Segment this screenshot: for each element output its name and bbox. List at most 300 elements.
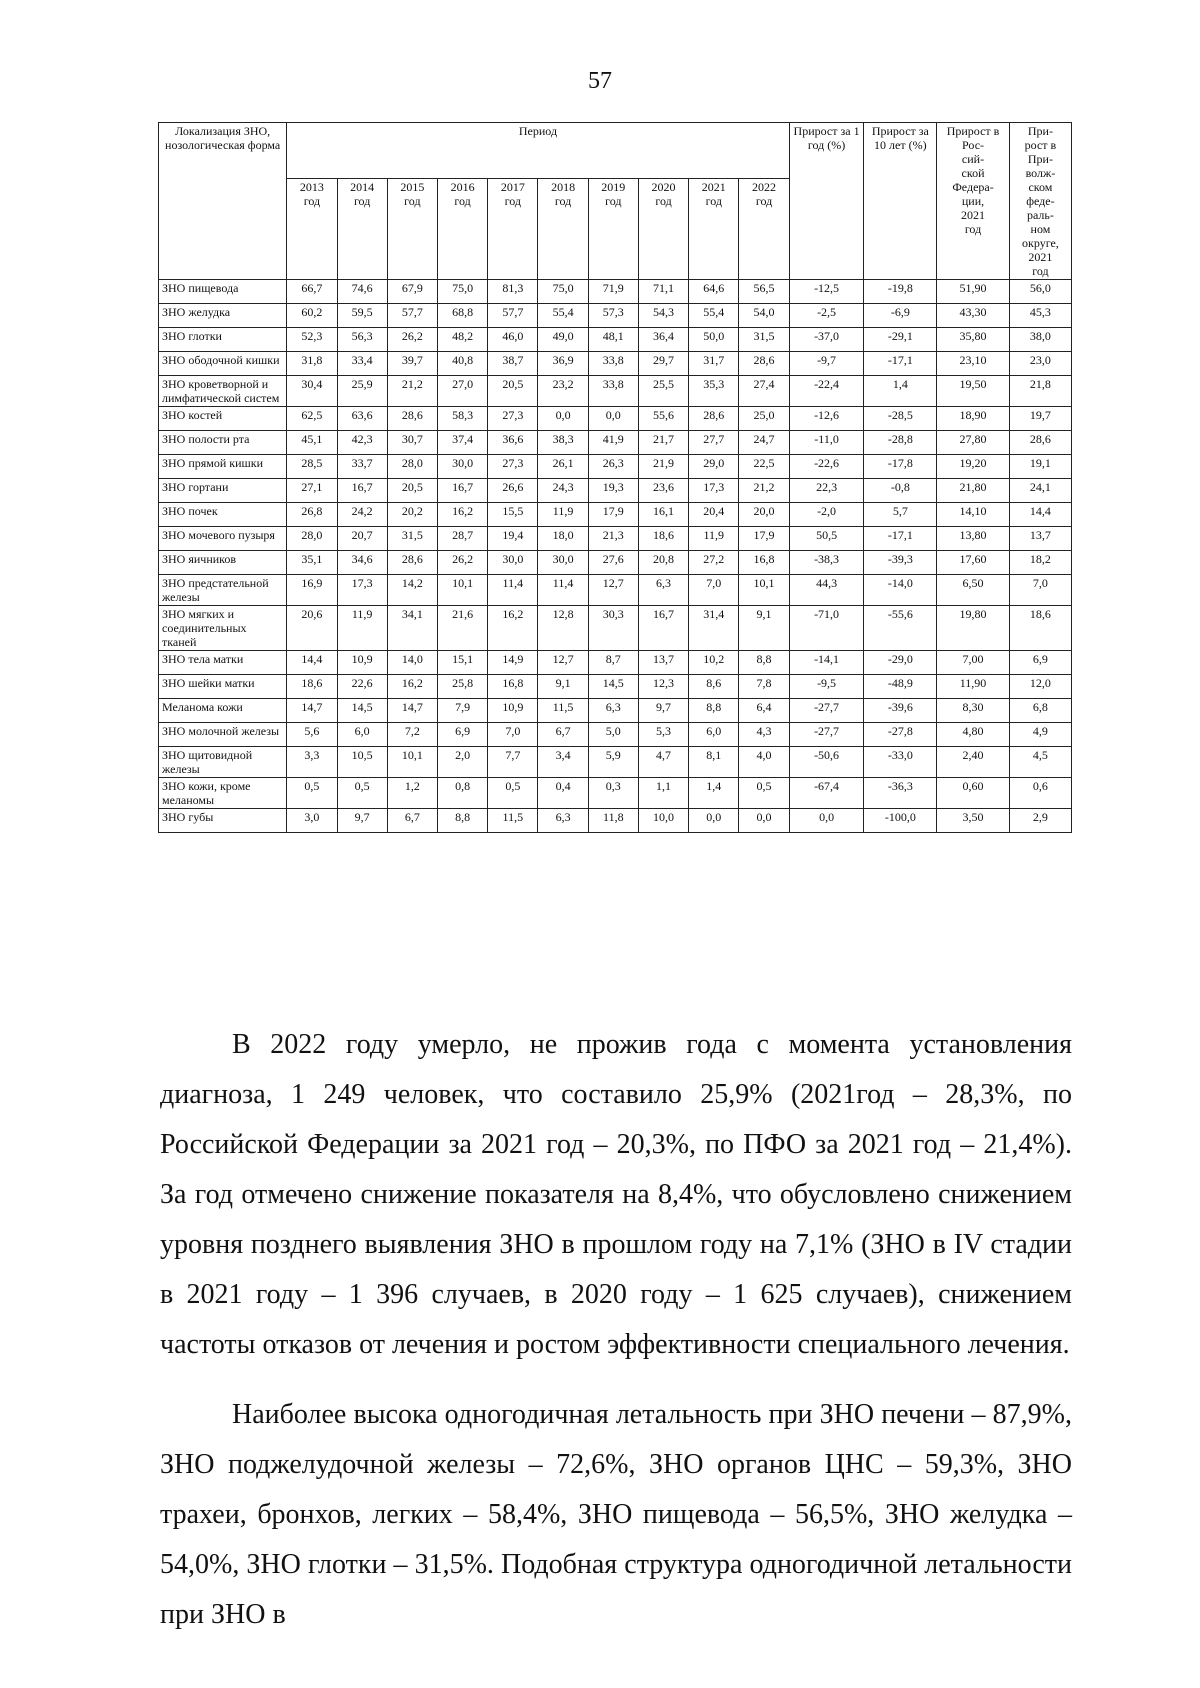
table-row [159,455,1072,479]
row-value: 11,5 [488,809,538,833]
row-value: 56,0 [1009,280,1071,304]
row-value: 27,2 [689,551,739,575]
row-value: 15,5 [488,503,538,527]
row-localization: ЗНО почек [159,503,287,527]
row-value: 4,0 [739,747,789,778]
row-value: 0,5 [337,778,387,809]
row-value: 22,3 [789,479,864,503]
row-value: 13,7 [1009,527,1071,551]
row-value: 36,6 [488,431,538,455]
table-row [159,778,1072,809]
row-value: 8,30 [937,699,1010,723]
row-value: 25,5 [638,376,688,407]
paragraph: В 2022 году умерло, не прожив года с момента установления диагноза, 1 249 человек, что составило 25,9% (2021год – 28,3%, по Российской Федерации за 2021 год – 20,3%, по ПФО за 2021 год – 21,4%). За год отмечено снижение показателя на 8,4%, что обусловлено снижением уровня позднего выявления ЗНО в прошлом году на 7,1% (ЗНО в IV стадии в 2021 году – 1 396 случаев, в 2020 году – 1 625 случаев), снижением частоты отказов от лечения и ростом эффективности специального лечения. [160,1029,1072,1360]
row-value: 18,6 [287,675,337,699]
row-value: 7,9 [437,699,487,723]
row-value: -37,0 [789,328,864,352]
row-value: 10,9 [337,651,387,675]
row-value: 16,7 [437,479,487,503]
row-value: 38,3 [538,431,588,455]
row-value: 62,5 [287,407,337,431]
row-value: 18,2 [1009,551,1071,575]
row-value: 0,0 [588,407,638,431]
header-year: 2014 год [337,178,387,279]
row-value: 25,0 [739,407,789,431]
row-value: 50,0 [689,328,739,352]
row-value: 33,7 [337,455,387,479]
header-year: 2018 год [538,178,588,279]
table-row [159,503,1072,527]
row-value: 67,9 [387,280,437,304]
header-period: Период [287,123,789,179]
row-localization: ЗНО костей [159,407,287,431]
row-value: 10,2 [689,651,739,675]
table-row [159,352,1072,376]
row-value: 9,1 [538,675,588,699]
row-localization: ЗНО тела матки [159,651,287,675]
row-value: 6,3 [638,575,688,606]
row-localization: ЗНО губы [159,809,287,833]
row-value: 26,3 [588,455,638,479]
row-value: 57,7 [387,304,437,328]
row-value: -33,0 [864,747,937,778]
row-value: 28,0 [287,527,337,551]
row-value: -22,4 [789,376,864,407]
row-value: 51,90 [937,280,1010,304]
row-value: 66,7 [287,280,337,304]
row-value: 45,1 [287,431,337,455]
row-value: -28,8 [864,431,937,455]
row-value: -12,5 [789,280,864,304]
row-value: 4,5 [1009,747,1071,778]
header-localization: Локализация ЗНО, нозологическая форма [159,123,287,280]
row-value: 27,7 [689,431,739,455]
table-row [159,551,1072,575]
row-value: 19,3 [588,479,638,503]
row-value: 57,7 [488,304,538,328]
row-value: 6,7 [538,723,588,747]
row-value: 11,4 [488,575,538,606]
row-value: 28,6 [1009,431,1071,455]
row-localization: ЗНО молочной железы [159,723,287,747]
header-growth-pfo: При- рост в При- волж- ском феде- раль- ном округе, 2021 год [1009,123,1071,280]
row-value: 0,6 [1009,778,1071,809]
row-value: -67,4 [789,778,864,809]
row-value: 8,7 [588,651,638,675]
row-value: 54,0 [739,304,789,328]
row-value: 36,9 [538,352,588,376]
row-value: 5,6 [287,723,337,747]
row-value: -0,8 [864,479,937,503]
row-value: 5,9 [588,747,638,778]
row-value: -27,8 [864,723,937,747]
row-value: 10,1 [387,747,437,778]
row-value: 21,2 [387,376,437,407]
row-value: 17,9 [739,527,789,551]
table-row [159,651,1072,675]
row-value: 7,2 [387,723,437,747]
row-value: 46,0 [488,328,538,352]
row-value: 6,3 [588,699,638,723]
row-value: 27,3 [488,407,538,431]
header-year: 2016 год [437,178,487,279]
row-value: 6,8 [1009,699,1071,723]
row-value: -17,1 [864,527,937,551]
row-value: -19,8 [864,280,937,304]
row-value: 28,6 [387,407,437,431]
row-value: 21,6 [437,606,487,651]
row-value: 14,4 [287,651,337,675]
row-value: 68,8 [437,304,487,328]
row-value: 55,4 [538,304,588,328]
table-row [159,431,1072,455]
row-value: 0,8 [437,778,487,809]
row-value: 10,5 [337,747,387,778]
row-value: 31,5 [387,527,437,551]
table-row [159,280,1072,304]
row-value: -2,5 [789,304,864,328]
row-localization: Меланома кожи [159,699,287,723]
row-value: 75,0 [437,280,487,304]
row-value: 20,4 [689,503,739,527]
row-value: 16,7 [337,479,387,503]
row-value: 16,7 [638,606,688,651]
row-value: 0,5 [739,778,789,809]
row-value: 12,0 [1009,675,1071,699]
row-value: 28,6 [689,407,739,431]
row-value: -11,0 [789,431,864,455]
row-value: 13,80 [937,527,1010,551]
row-value: 30,3 [588,606,638,651]
row-value: 28,6 [739,352,789,376]
row-value: 24,2 [337,503,387,527]
row-value: 10,9 [488,699,538,723]
row-localization: ЗНО мягких и соединительных тканей [159,606,287,651]
body-text [160,1020,1072,1660]
row-localization: ЗНО прямой кишки [159,455,287,479]
row-value: -39,3 [864,551,937,575]
row-value: 10,1 [739,575,789,606]
table-row [159,376,1072,407]
row-value: 0,3 [588,778,638,809]
row-value: 9,7 [337,809,387,833]
row-value: -6,9 [864,304,937,328]
row-value: 8,8 [437,809,487,833]
header-growth-10y: Прирост за 10 лет (%) [864,123,937,280]
row-value: 14,10 [937,503,1010,527]
row-value: 34,1 [387,606,437,651]
row-value: 20,5 [387,479,437,503]
row-value: 64,6 [689,280,739,304]
header-year: 2013 год [287,178,337,279]
row-value: 8,6 [689,675,739,699]
row-value: 17,9 [588,503,638,527]
row-localization: ЗНО яичников [159,551,287,575]
row-value: 52,3 [287,328,337,352]
row-value: 24,7 [739,431,789,455]
row-value: 55,4 [689,304,739,328]
row-localization: ЗНО желудка [159,304,287,328]
row-value: 6,9 [1009,651,1071,675]
row-value: 15,1 [437,651,487,675]
row-value: 0,60 [937,778,1010,809]
row-value: 3,50 [937,809,1010,833]
table-body [159,280,1072,833]
row-value: 11,5 [538,699,588,723]
row-value: 14,9 [488,651,538,675]
row-value: 16,8 [488,675,538,699]
row-value: 1,4 [689,778,739,809]
row-value: 33,8 [588,376,638,407]
row-value: 10,1 [437,575,487,606]
row-value: -27,7 [789,723,864,747]
row-value: 4,9 [1009,723,1071,747]
row-value: 81,3 [488,280,538,304]
table-row [159,407,1072,431]
row-value: 59,5 [337,304,387,328]
mortality-table [158,122,1072,833]
row-value: 14,2 [387,575,437,606]
row-value: 71,1 [638,280,688,304]
row-value: 20,0 [739,503,789,527]
row-value: 60,2 [287,304,337,328]
row-value: 2,40 [937,747,1010,778]
row-value: 27,6 [588,551,638,575]
table-row [159,479,1072,503]
row-value: 55,6 [638,407,688,431]
row-value: -29,1 [864,328,937,352]
row-value: 8,1 [689,747,739,778]
header-growth-1y: Прирост за 1 год (%) [789,123,864,280]
row-value: 6,4 [739,699,789,723]
row-value: 7,0 [488,723,538,747]
row-value: 58,3 [437,407,487,431]
row-value: 35,80 [937,328,1010,352]
table-row [159,328,1072,352]
row-localization: ЗНО пищевода [159,280,287,304]
row-value: 25,8 [437,675,487,699]
row-value: -48,9 [864,675,937,699]
table-header-row [159,123,1072,179]
row-value: 8,8 [739,651,789,675]
row-value: 20,2 [387,503,437,527]
row-value: -27,7 [789,699,864,723]
row-value: 7,7 [488,747,538,778]
row-value: 6,7 [387,809,437,833]
row-value: 44,3 [789,575,864,606]
row-value: 38,7 [488,352,538,376]
row-value: 20,5 [488,376,538,407]
row-value: 63,6 [337,407,387,431]
row-value: 74,6 [337,280,387,304]
row-value: 6,3 [538,809,588,833]
row-value: -9,7 [789,352,864,376]
row-value: 1,4 [864,376,937,407]
row-value: 6,0 [689,723,739,747]
row-value: 6,9 [437,723,487,747]
row-localization: ЗНО глотки [159,328,287,352]
row-value: 24,3 [538,479,588,503]
row-value: 21,9 [638,455,688,479]
row-value: -55,6 [864,606,937,651]
row-value: 38,0 [1009,328,1071,352]
row-value: -28,5 [864,407,937,431]
header-year: 2017 год [488,178,538,279]
row-value: -9,5 [789,675,864,699]
row-value: 37,4 [437,431,487,455]
row-value: 8,8 [689,699,739,723]
row-value: 33,8 [588,352,638,376]
row-value: 20,7 [337,527,387,551]
row-value: 43,30 [937,304,1010,328]
row-value: 0,0 [739,809,789,833]
row-value: 26,1 [538,455,588,479]
row-value: 11,9 [538,503,588,527]
row-value: 54,3 [638,304,688,328]
row-value: 21,2 [739,479,789,503]
row-value: 11,8 [588,809,638,833]
row-value: 4,7 [638,747,688,778]
row-value: 23,6 [638,479,688,503]
row-value: 19,50 [937,376,1010,407]
row-value: 12,8 [538,606,588,651]
row-value: -50,6 [789,747,864,778]
row-value: 27,80 [937,431,1010,455]
row-value: 4,80 [937,723,1010,747]
row-value: 5,0 [588,723,638,747]
row-value: 2,9 [1009,809,1071,833]
table-row [159,304,1072,328]
row-value: 14,0 [387,651,437,675]
row-value: 13,7 [638,651,688,675]
header-year: 2019 год [588,178,638,279]
row-value: 1,1 [638,778,688,809]
row-value: 0,5 [488,778,538,809]
row-value: 31,7 [689,352,739,376]
row-value: 28,5 [287,455,337,479]
row-value: 39,7 [387,352,437,376]
table-row [159,723,1072,747]
row-value: 18,0 [538,527,588,551]
table-row [159,809,1072,833]
row-value: 4,3 [739,723,789,747]
row-value: -71,0 [789,606,864,651]
row-value: 21,8 [1009,376,1071,407]
row-value: 19,7 [1009,407,1071,431]
row-value: 19,20 [937,455,1010,479]
row-value: 20,6 [287,606,337,651]
row-value: -14,0 [864,575,937,606]
row-localization: ЗНО мочевого пузыря [159,527,287,551]
header-year: 2020 год [638,178,688,279]
row-value: 25,9 [337,376,387,407]
row-value: 27,1 [287,479,337,503]
row-localization: ЗНО кожи, кроме меланомы [159,778,287,809]
row-value: 5,7 [864,503,937,527]
row-value: 7,00 [937,651,1010,675]
row-value: 0,5 [287,778,337,809]
row-value: 31,5 [739,328,789,352]
row-value: 10,0 [638,809,688,833]
row-localization: ЗНО шейки матки [159,675,287,699]
row-value: 42,3 [337,431,387,455]
row-value: 26,2 [387,328,437,352]
row-value: 3,0 [287,809,337,833]
row-value: 19,1 [1009,455,1071,479]
row-value: 16,9 [287,575,337,606]
row-value: -2,0 [789,503,864,527]
row-value: 41,9 [588,431,638,455]
row-value: 23,10 [937,352,1010,376]
row-localization: ЗНО щитовидной железы [159,747,287,778]
row-value: 30,4 [287,376,337,407]
row-value: 36,4 [638,328,688,352]
row-value: 40,8 [437,352,487,376]
row-value: 48,1 [588,328,638,352]
row-value: 71,9 [588,280,638,304]
row-value: 16,2 [488,606,538,651]
row-value: 9,7 [638,699,688,723]
row-value: 24,1 [1009,479,1071,503]
row-value: 0,0 [538,407,588,431]
page-number: 57 [588,68,612,94]
row-value: 30,0 [437,455,487,479]
row-value: 27,4 [739,376,789,407]
row-value: 56,5 [739,280,789,304]
row-value: 26,6 [488,479,538,503]
header-growth-rf: Прирост в Рос- сий- ской Федера- ции, 2021 год [937,123,1010,280]
row-value: 7,8 [739,675,789,699]
row-value: 35,3 [689,376,739,407]
row-value: -39,6 [864,699,937,723]
row-value: 14,4 [1009,503,1071,527]
row-value: 23,0 [1009,352,1071,376]
table-row [159,606,1072,651]
row-value: 19,80 [937,606,1010,651]
row-value: 35,1 [287,551,337,575]
row-value: 28,0 [387,455,437,479]
row-value: 14,5 [588,675,638,699]
table-row [159,747,1072,778]
row-value: 20,8 [638,551,688,575]
row-value: 6,0 [337,723,387,747]
row-value: -17,8 [864,455,937,479]
row-value: 0,0 [789,809,864,833]
row-value: 33,4 [337,352,387,376]
mortality-table-container [158,122,1072,833]
row-value: 17,3 [689,479,739,503]
row-value: 2,0 [437,747,487,778]
header-year: 2015 год [387,178,437,279]
row-value: 11,90 [937,675,1010,699]
paragraph: Наиболее высока одногодичная летальность при ЗНО печени – 87,9%, ЗНО поджелудочной железы – 72,6%, ЗНО органов ЦНС – 59,3%, ЗНО трахеи, бронхов, легких – 58,4%, ЗНО пищевода – 56,5%, ЗНО желудка – 54,0%, ЗНО глотки – 31,5%. Подобная структура одногодичной летальности при ЗНО в [160,1399,1072,1630]
row-value: 50,5 [789,527,864,551]
row-value: 16,1 [638,503,688,527]
row-value: 21,3 [588,527,638,551]
row-value: 30,0 [488,551,538,575]
row-value: 30,0 [538,551,588,575]
header-year: 2021 год [689,178,739,279]
row-value: 34,6 [337,551,387,575]
row-value: 7,0 [689,575,739,606]
row-value: 7,0 [1009,575,1071,606]
row-value: 18,90 [937,407,1010,431]
table-row [159,575,1072,606]
row-value: 48,2 [437,328,487,352]
row-localization: ЗНО полости рта [159,431,287,455]
row-value: 57,3 [588,304,638,328]
row-localization: ЗНО ободочной кишки [159,352,287,376]
